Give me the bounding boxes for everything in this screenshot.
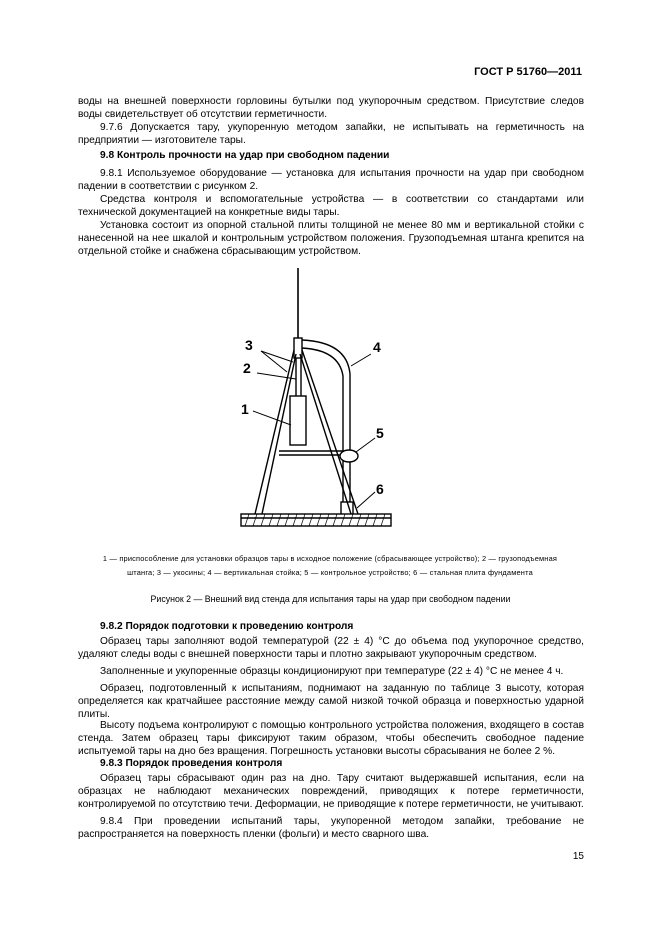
page-number: 15 bbox=[572, 851, 584, 862]
standard-header: ГОСТ Р 51760—2011 bbox=[474, 66, 582, 78]
section-heading-9-8: 9.8 Контроль прочности на удар при свободном падении bbox=[100, 150, 390, 161]
label-3: 3 bbox=[245, 337, 253, 353]
test-stand-figure bbox=[235, 262, 410, 542]
section-heading-9-8-3: 9.8.3 Порядок проведения контроля bbox=[100, 758, 283, 769]
label-1: 1 bbox=[241, 401, 249, 417]
section-heading-9-8-2: 9.8.2 Порядок подготовки к проведению контроля bbox=[100, 621, 354, 632]
paragraph: Средства контроля и вспомогательные устройства — в соответствии со стандартами или технической документацией на конкретные виды тары. bbox=[78, 194, 584, 218]
paragraph: Образец тары сбрасывают один раз на дно. Тару считают выдержавшей испытания, если на образцах не наблюдают механических повреждений, приводящих к потере герметичности, контролируемой по отсутствию течи. Деформации, не приводящие к потере герметичности, не учитывают. bbox=[78, 773, 584, 810]
legend-line: штанга; 3 — укосины; 4 — вертикальная стойка; 5 — контрольное устройство; 6 — стальная плита фундамента bbox=[127, 568, 533, 577]
paragraph: Заполненные и укупоренные образцы кондиционируют при температуре (22 ± 4) °С не менее 4 ч. bbox=[100, 666, 564, 677]
paragraph: Образец тары заполняют водой температурой (22 ± 4) °С до объема под укупорочное средство, удаляют следы воды с внешней поверхности тары и плотно закрывают укупорочным средством. bbox=[78, 636, 584, 660]
paragraph: Установка состоит из опорной стальной плиты толщиной не менее 80 мм и вертикальной стойки с нанесенной на нее шкалой и контрольным устройством положения. Грузоподъемная штанга крепится на отдельной стойке и снабжена сбрасывающим устройством. bbox=[78, 220, 584, 257]
paragraph: 9.8.4 При проведении испытаний тары, укупоренной методом запайки, требование не распространяется на поверхность пленки (фольги) и место сварного шва. bbox=[78, 816, 584, 840]
paragraph: Высоту подъема контролируют с помощью контрольного устройства положения, входящего в состав стенда. Затем образец тары фиксируют таким образом, чтобы обеспечить свободное падение испытуемой тары на дно без вращения. Погрешность установки высоты сбрасывания не более 2 %. bbox=[78, 720, 584, 757]
paragraph: 9.7.6 Допускается тару, укупоренную методом запайки, не испытывать на герметичность на предприятии — изготовителе тары. bbox=[78, 122, 584, 146]
paragraph: 9.8.1 Используемое оборудование — установка для испытания прочности на удар при свободном падении в соответствии с рисунком 2. bbox=[78, 168, 584, 192]
label-4: 4 bbox=[373, 339, 381, 355]
figure-legend bbox=[60, 552, 600, 580]
figure-caption: Рисунок 2 — Внешний вид стенда для испытания тары на удар при свободном падении bbox=[150, 594, 511, 604]
paragraph: воды на внешней поверхности горловины бутылки под укупорочным средством. Присутствие следов воды свидетельствует об отсутствии герметичности. bbox=[78, 96, 584, 120]
paragraph: Образец, подготовленный к испытаниям, поднимают на заданную по таблице 3 высоту, которая определяется как кратчайшее расстояние между самой низкой точкой образца и поверхностью ударной плиты. bbox=[78, 683, 584, 720]
label-5: 5 bbox=[376, 425, 384, 441]
legend-line: 1 — приспособление для установки образцов тары в исходное положение (сбрасывающее устройство); 2 — грузоподъемная bbox=[102, 554, 558, 563]
label-2: 2 bbox=[243, 360, 251, 376]
label-6: 6 bbox=[376, 481, 384, 497]
